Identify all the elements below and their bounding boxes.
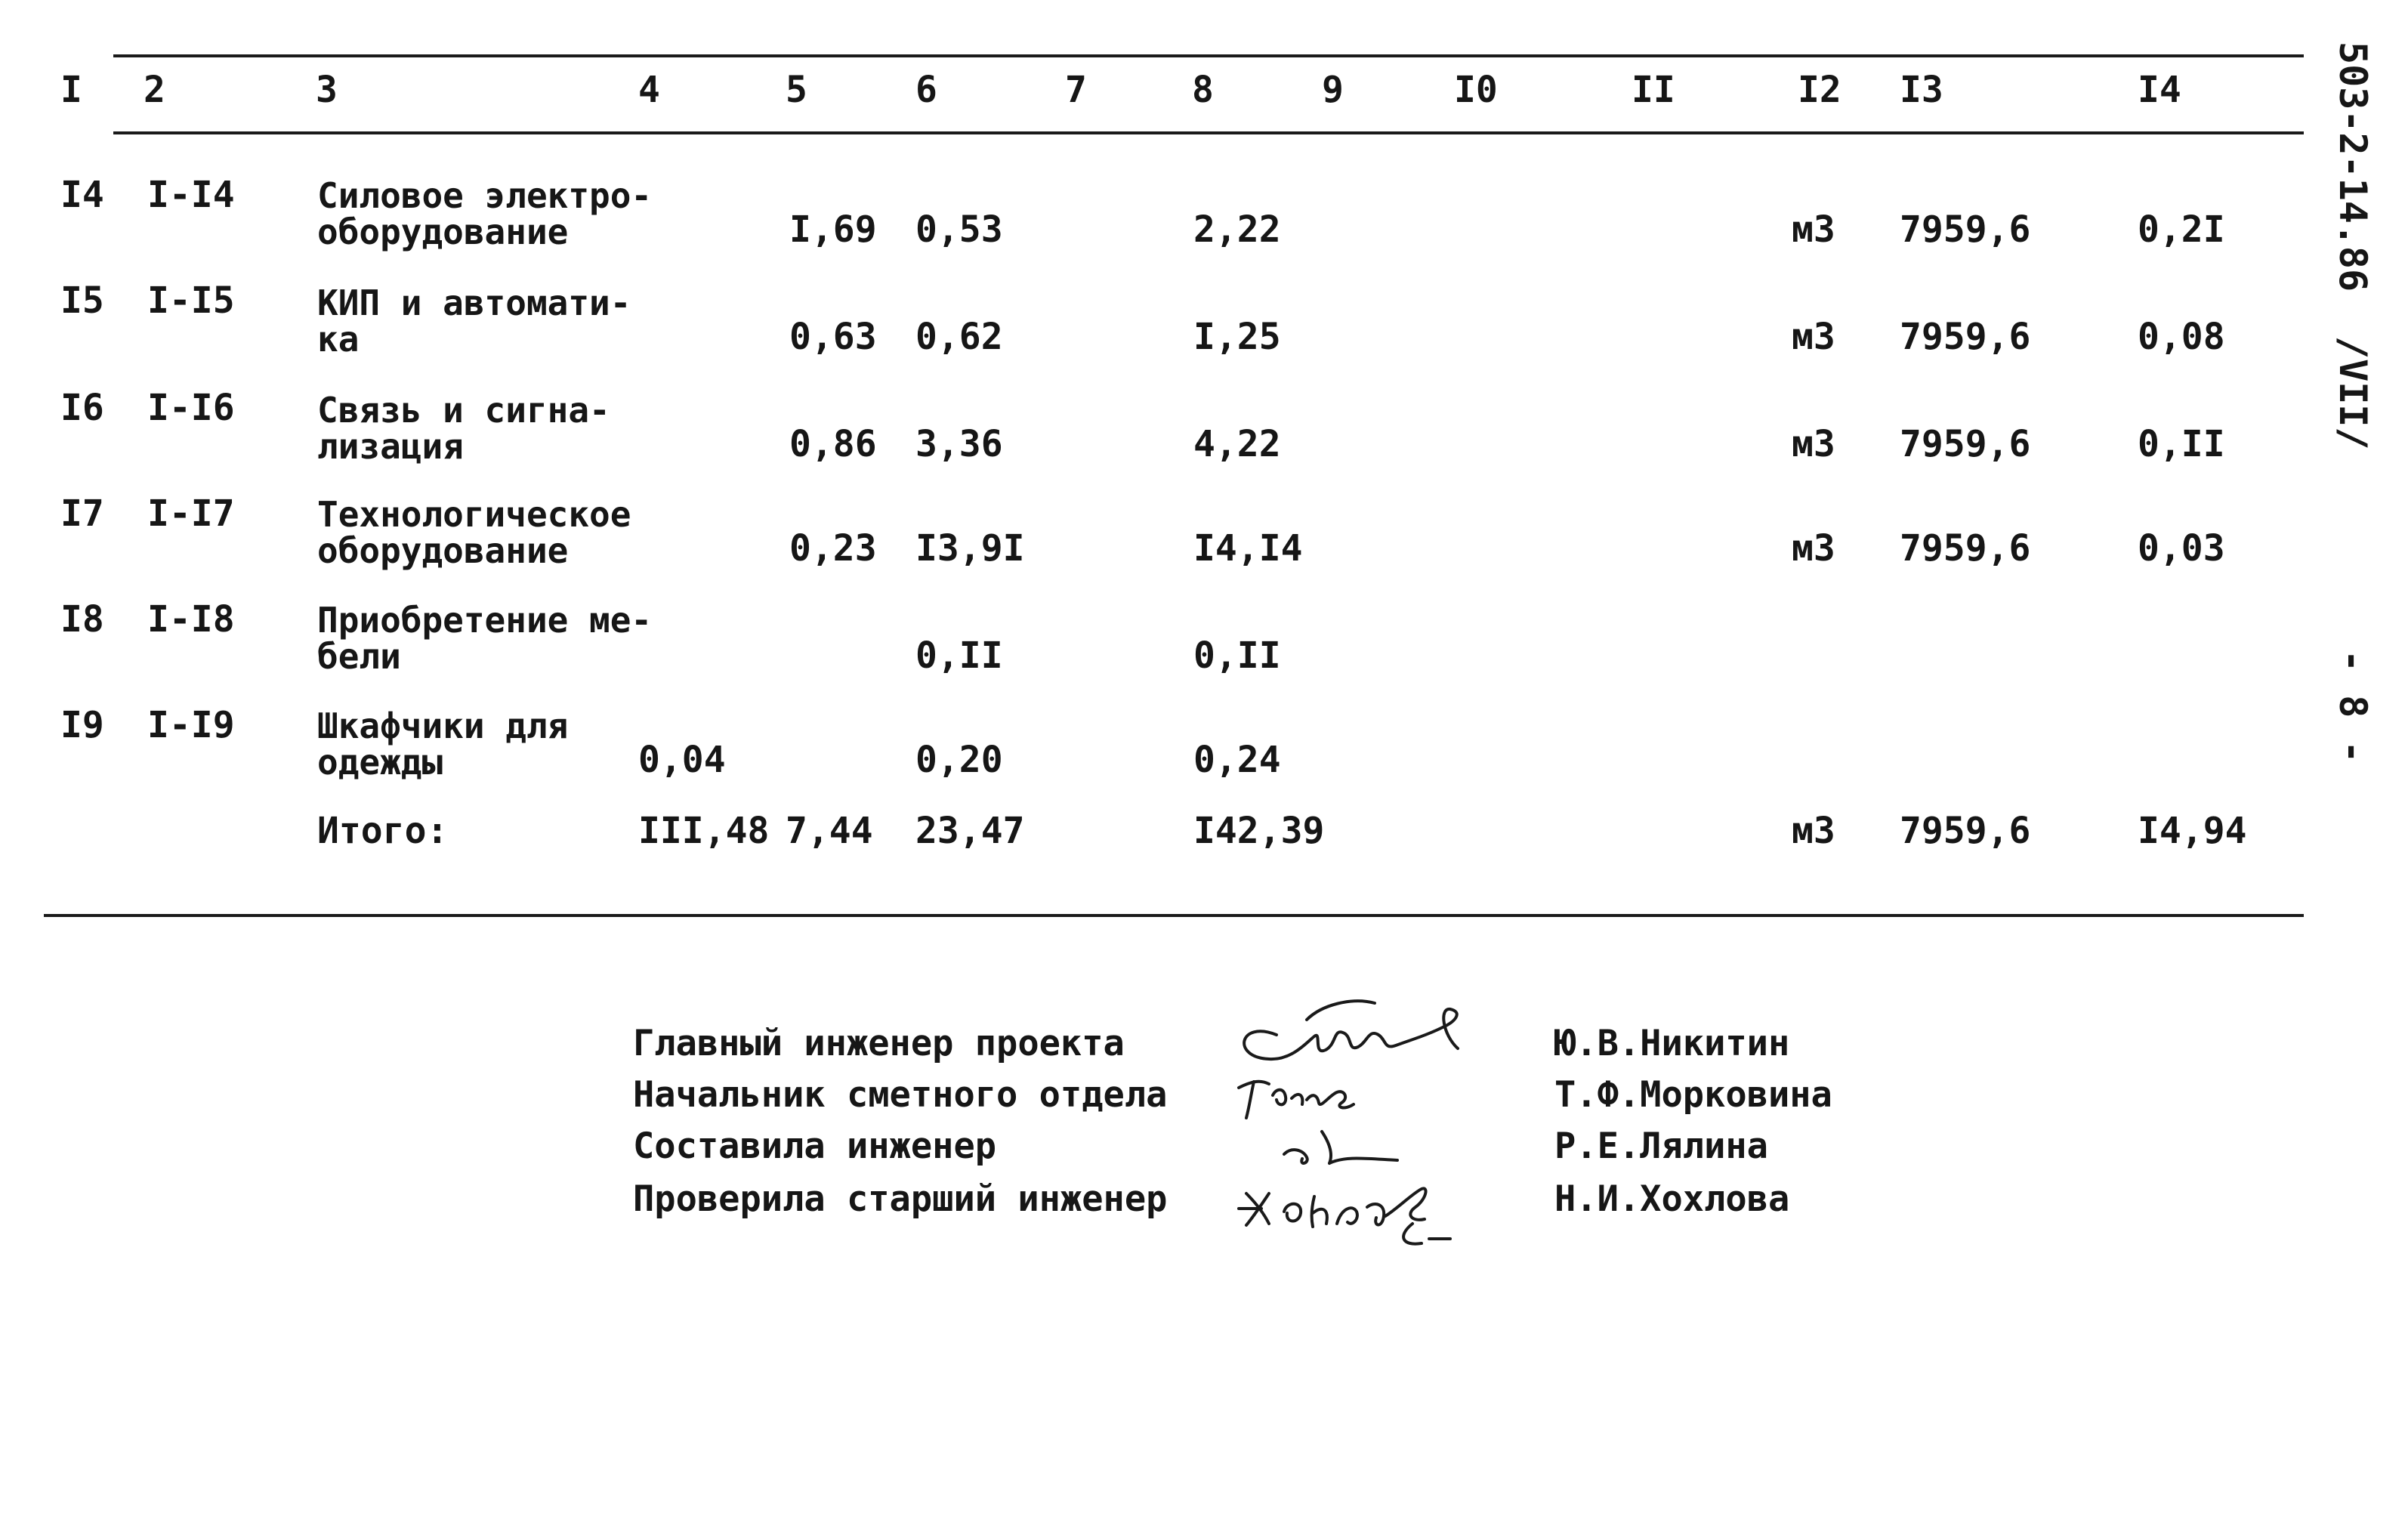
cell-col13: 7959,6	[1900, 527, 2031, 570]
cell-col12-unit: м3	[1792, 208, 1835, 251]
col-header-1: I	[60, 69, 82, 111]
cell-col14: 0,II	[2138, 423, 2225, 465]
cell-col12-unit: м3	[1792, 423, 1835, 465]
row-description-line2: оборудование	[317, 530, 569, 571]
total-col4: III,48	[638, 810, 770, 852]
cell-col13: 7959,6	[1900, 423, 2031, 465]
cell-col6: I3,9I	[915, 527, 1025, 570]
signatory-name: Р.Е.Лялина	[1554, 1125, 1768, 1167]
signature-role: Главный инженер проекта	[633, 1023, 1125, 1064]
col-header-2: 2	[144, 69, 165, 111]
col-header-12: I2	[1798, 69, 1842, 111]
cell-col12-unit: м3	[1792, 527, 1835, 570]
signatory-name: Ю.В.Никитин	[1554, 1023, 1790, 1064]
total-col13: 7959,6	[1900, 810, 2031, 852]
cell-col5: 0,63	[789, 316, 877, 358]
cell-col4: 0,04	[638, 739, 726, 781]
total-col12-unit: м3	[1792, 810, 1835, 852]
cell-col6: 0,53	[915, 208, 1003, 251]
cell-col8: 2,22	[1193, 208, 1281, 251]
row-description-line2: лизация	[317, 426, 464, 467]
total-col8: I42,39	[1193, 810, 1325, 852]
signatory-name: Т.Ф.Морковина	[1554, 1074, 1832, 1116]
col-header-11: II	[1632, 69, 1675, 111]
cell-col6: 0,20	[915, 739, 1003, 781]
col-header-7: 7	[1065, 69, 1087, 111]
cell-col8: I,25	[1193, 316, 1281, 358]
signature-role: Начальник сметного отдела	[633, 1074, 1168, 1116]
row-code: I-I5	[147, 279, 235, 322]
cell-col5: 0,86	[789, 423, 877, 465]
row-code: I-I9	[147, 704, 235, 746]
row-description-line1: Силовое электро-	[317, 175, 653, 216]
cell-col8: 0,II	[1193, 634, 1281, 677]
col-header-3: 3	[316, 69, 338, 111]
cell-col12-unit: м3	[1792, 316, 1835, 358]
row-number: I6	[60, 387, 104, 429]
cell-col5: I,69	[789, 208, 877, 251]
row-description-line2: оборудование	[317, 211, 569, 252]
row-number: I4	[60, 174, 104, 216]
album-number: /VII/	[2331, 336, 2375, 450]
row-description-line1: Технологическое	[317, 494, 631, 535]
col-header-5: 5	[786, 69, 807, 111]
signature-role: Составила инженер	[633, 1125, 997, 1167]
row-description-line2: ка	[317, 319, 360, 360]
row-number: I7	[60, 492, 104, 535]
total-label: Итого:	[317, 810, 449, 852]
row-description-line2: бели	[317, 636, 401, 677]
col-header-14: I4	[2138, 69, 2181, 111]
row-description-line1: КИП и автомати-	[317, 283, 631, 323]
cell-col8: 0,24	[1193, 739, 1281, 781]
row-code: I-I4	[147, 174, 235, 216]
cell-col6: 0,II	[915, 634, 1003, 677]
col-header-13: I3	[1900, 69, 1943, 111]
header-rule	[113, 131, 2304, 134]
row-code: I-I7	[147, 492, 235, 535]
cell-col8: I4,I4	[1193, 527, 1303, 570]
row-description-line2: одежды	[317, 742, 443, 783]
bottom-rule	[44, 914, 2304, 917]
row-description-line1: Приобретение ме-	[317, 600, 653, 641]
top-rule	[113, 54, 2304, 57]
cell-col14: 0,08	[2138, 316, 2225, 358]
cell-col14: 0,2I	[2138, 208, 2225, 251]
handwritten-signature-4	[1224, 1163, 1496, 1254]
signature-role: Проверила старший инженер	[633, 1178, 1168, 1220]
document-code: 503-2-14.86	[2331, 42, 2375, 292]
cell-col13: 7959,6	[1900, 316, 2031, 358]
signatory-name: Н.И.Хохлова	[1554, 1178, 1790, 1220]
col-header-9: 9	[1322, 69, 1344, 111]
row-description-line1: Шкафчики для	[317, 706, 569, 746]
row-description-line1: Связь и сигна-	[317, 390, 610, 431]
row-number: I9	[60, 704, 104, 746]
handwritten-signature-1	[1224, 990, 1480, 1073]
col-header-6: 6	[915, 69, 937, 111]
row-code: I-I6	[147, 387, 235, 429]
total-col6: 23,47	[915, 810, 1025, 852]
total-col14: I4,94	[2138, 810, 2247, 852]
cell-col5: 0,23	[789, 527, 877, 570]
col-header-8: 8	[1192, 69, 1214, 111]
cell-col6: 3,36	[915, 423, 1003, 465]
cell-col6: 0,62	[915, 316, 1003, 358]
row-number: I5	[60, 279, 104, 322]
col-header-10: I0	[1454, 69, 1498, 111]
cell-col14: 0,03	[2138, 527, 2225, 570]
cell-col13: 7959,6	[1900, 208, 2031, 251]
page-number: - 8 -	[2331, 650, 2375, 764]
total-col5: 7,44	[786, 810, 873, 852]
row-number: I8	[60, 598, 104, 641]
row-code: I-I8	[147, 598, 235, 641]
col-header-4: 4	[638, 69, 660, 111]
cell-col8: 4,22	[1193, 423, 1281, 465]
